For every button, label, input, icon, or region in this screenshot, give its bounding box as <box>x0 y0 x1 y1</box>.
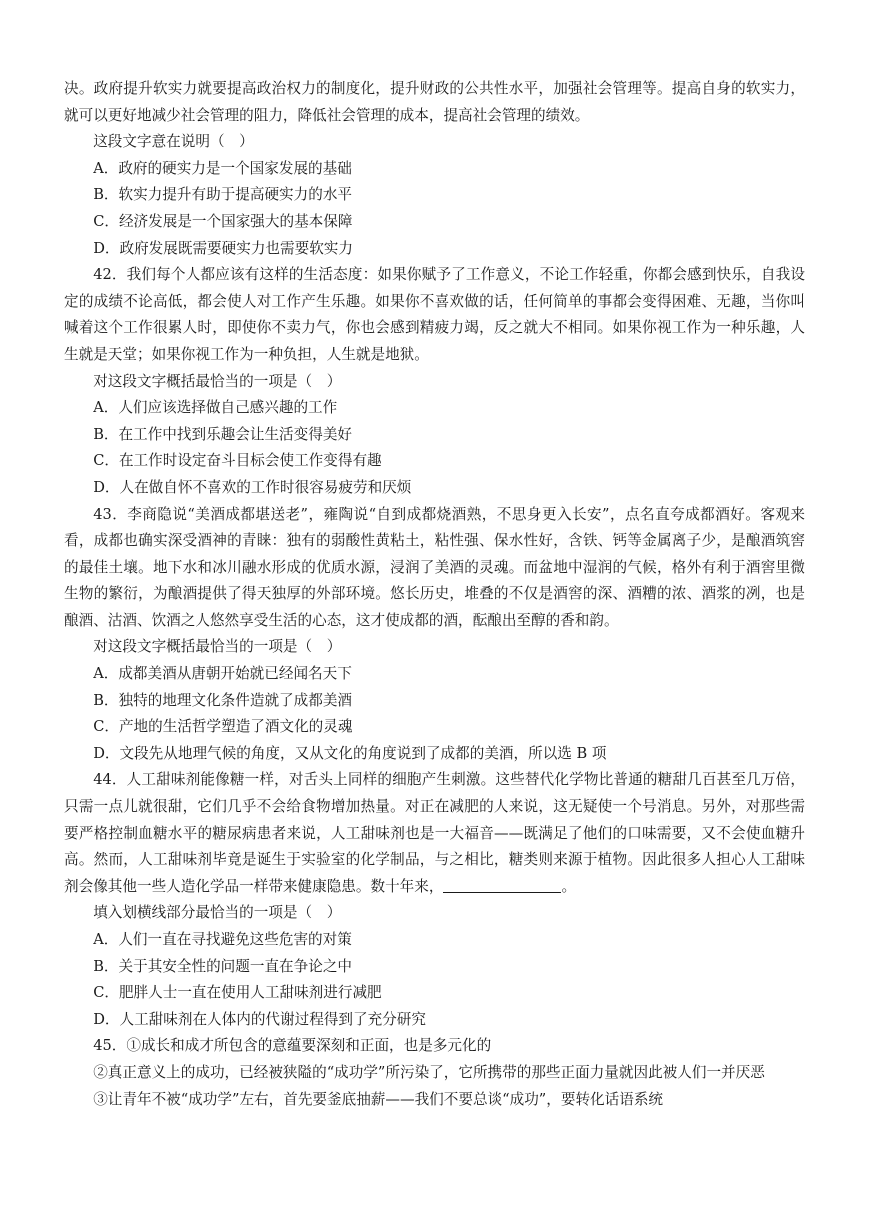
q45-item-1: 45．①成长和成才所包含的意蕴要深刻和正面，也是多元化的 <box>93 1037 492 1055</box>
q43-option-d: D．文段先从地理气候的角度，又从文化的角度说到了成都的美酒，所以选 B 项 <box>93 744 607 762</box>
q41-option-d: D．政府发展既需要硬实力也需要软实力 <box>93 239 353 257</box>
q42-option-c: C．在工作时设定奋斗目标会使工作变得有趣 <box>93 452 382 470</box>
q43-prompt: 对这段文字概括最恰当的一项是（ ） <box>93 638 342 656</box>
document-page <box>64 76 805 1113</box>
q42-option-b: B．在工作中找到乐趣会让生活变得美好 <box>93 425 353 443</box>
q44-prompt: 填入划横线部分最恰当的一项是（ ） <box>93 904 342 922</box>
q43-passage: 43．李商隐说“美酒成都堪送老”，雍陶说“自到成都烧酒熟，不思身更入长安”，点名直夸成都酒好。客观来看，成都也确实深受酒神的青睐：独有的弱酸性黄粘土，粘性强、保水性好，含铁、钙等金属离子少，是酿酒筑窖的最佳土壤。地下水和冰川融水形成的优质水源，浸润了美酒的灵魂。而盆地中湿润的气候，格外有利于酒窖里微生物的繁衍，为酿酒提供了得天独厚的外部环境。悠长历史，堆叠的不仅是酒窖的深、酒糟的浓、酒浆的冽，也是酿酒、沽酒、饮酒之人悠然享受生活的心态，这才使成都的酒，酝酿出至醇的香和韵。 <box>64 505 805 629</box>
q42-option-d: D．人在做自怀不喜欢的工作时很容易疲劳和厌烦 <box>93 478 412 496</box>
q44-option-d: D．人工甜味剂在人体内的代谢过程得到了充分研究 <box>93 1010 426 1028</box>
q43-option-c: C．产地的生活哲学塑造了酒文化的灵魂 <box>93 718 353 736</box>
q42-passage: 42．我们每个人都应该有这样的生活态度：如果你赋予了工作意义，不论工作轻重，你都会感到快乐，自我设定的成绩不论高低，都会使人对工作产生乐趣。如果你不喜欢做的话，任何简单的事都会变得困难、无趣，当你叫喊着这个工作很累人时，即使你不卖力气，你也会感到精疲力竭，反之就大不相同。如果你视工作为一种乐趣，人生就是天堂；如果你视工作为一种负担，人生就是地狱。 <box>64 266 805 363</box>
q44-option-a: A．人们一直在寻找避免这些危害的对策 <box>93 931 352 948</box>
q41-option-a: A．政府的硬实力是一个国家发展的基础 <box>93 159 352 177</box>
q41-passage: 决。政府提升软实力就要提高政治权力的制度化，提升财政的公共性水平，加强社会管理等。提高自身的软实力，就可以更好地减少社会管理的阻力，降低社会管理的成本，提高社会管理的绩效。 <box>64 80 805 124</box>
q41-option-b: B．软实力提升有助于提高硬实力的水平 <box>93 186 353 204</box>
q44-passage-text: 44．人工甜味剂能像糖一样，对舌头上同样的细胞产生刺激。这些替代化学物比普通的糖甜几百甚至几万倍，只需一点儿就很甜，它们几乎不会给食物增加热量。对正在减肥的人来说，这无疑使一个号消息。另外，对那些需要严格控制血糖水平的糖尿病患者来说，人工甜味剂也是一大福音——既满足了他们的口味需要，又不会使血糖升高。然而，人工甜味剂毕竟是诞生于实验室的化学制品，与之相比，糖类则来源于植物。因此很多人担心人工甜味剂会像其他一些人造化学品一样带来健康隐患。数十年来， <box>64 771 805 895</box>
q45-item-2: ②真正意义上的成功，已经被狭隘的“成功学”所污染了，它所携带的那些正面力量就因此被人们一并厌恶 <box>93 1063 765 1081</box>
q45-item-3: ③让青年不被“成功学”左右，首先要釜底抽薪——我们不要总谈“成功”，要转化话语系统 <box>93 1090 664 1108</box>
q42-option-a: A．人们应该选择做自己感兴趣的工作 <box>93 399 338 417</box>
q43-option-a: A．成都美酒从唐朝开始就已经闻名天下 <box>93 665 352 683</box>
fill-in-blank <box>443 876 561 893</box>
q44-passage <box>64 767 805 900</box>
q44-passage-end: 。 <box>561 877 577 895</box>
q43-option-b: B．独特的地理文化条件造就了成都美酒 <box>93 691 353 709</box>
q44-option-c: C．肥胖人士一直在使用人工甜味剂进行减肥 <box>93 984 382 1002</box>
q41-option-c: C．经济发展是一个国家强大的基本保障 <box>93 212 353 230</box>
q44-option-b: B．关于其安全性的问题一直在争论之中 <box>93 957 353 975</box>
q41-prompt: 这段文字意在说明（ ） <box>93 133 254 151</box>
q42-prompt: 对这段文字概括最恰当的一项是（ ） <box>93 372 342 390</box>
